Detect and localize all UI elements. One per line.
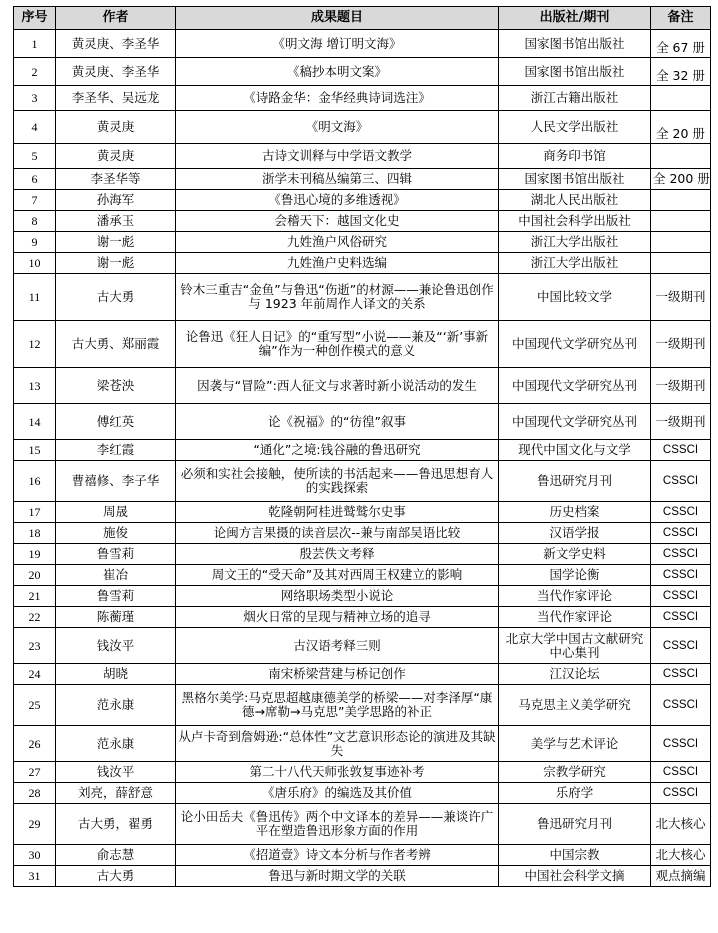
row-publisher: 国家图书馆出版社 <box>499 58 651 86</box>
row-note <box>651 253 711 274</box>
row-note: CSSCI <box>651 586 711 607</box>
row-author: 古大勇，翟勇 <box>56 804 176 845</box>
row-seq: 3 <box>14 86 56 111</box>
row-author: 古大勇 <box>56 866 176 887</box>
table-row <box>14 845 711 866</box>
row-title: 乾隆朝阿桂进鹫鹫尔史事 <box>176 502 499 523</box>
row-title: 论闽方言果摄的读音层次--兼与南部吴语比较 <box>176 523 499 544</box>
row-note: 一级期刊 <box>651 404 711 440</box>
row-seq: 26 <box>14 726 56 762</box>
table-row <box>14 111 711 144</box>
row-author: 潘承玉 <box>56 211 176 232</box>
row-publisher: 鲁迅研究月刊 <box>499 461 651 502</box>
row-seq: 1 <box>14 30 56 58</box>
row-author: 陈蘅瑾 <box>56 607 176 628</box>
row-publisher: 当代作家评论 <box>499 607 651 628</box>
table-row <box>14 726 711 762</box>
row-seq: 9 <box>14 232 56 253</box>
table-row <box>14 804 711 845</box>
row-author: 黄灵庚、李圣华 <box>56 58 176 86</box>
row-publisher: 历史档案 <box>499 502 651 523</box>
table-row <box>14 586 711 607</box>
row-seq: 8 <box>14 211 56 232</box>
row-publisher: 汉语学报 <box>499 523 651 544</box>
table-row <box>14 58 711 86</box>
row-author: 胡晓 <box>56 664 176 685</box>
row-seq: 10 <box>14 253 56 274</box>
row-title: 从卢卡奇到詹姆逊:“总体性”文艺意识形态论的演进及其缺失 <box>176 726 499 762</box>
row-author: 黄灵庚、李圣华 <box>56 30 176 58</box>
row-note <box>651 232 711 253</box>
row-publisher: 人民文学出版社 <box>499 111 651 144</box>
row-publisher: 浙江大学出版社 <box>499 232 651 253</box>
row-author: 范永康 <box>56 726 176 762</box>
row-seq: 2 <box>14 58 56 86</box>
row-publisher: 中国宗教 <box>499 845 651 866</box>
row-title: 鲁迅与新时期文学的关联 <box>176 866 499 887</box>
row-seq: 27 <box>14 762 56 783</box>
row-seq: 25 <box>14 685 56 726</box>
row-seq: 19 <box>14 544 56 565</box>
row-publisher: 中国现代文学研究丛刊 <box>499 321 651 368</box>
row-author: 傅红英 <box>56 404 176 440</box>
row-note: CSSCI <box>651 783 711 804</box>
row-title: 必须和实社会接触，使所读的书活起来——鲁迅思想育人的实践探索 <box>176 461 499 502</box>
row-author: 孙海军 <box>56 190 176 211</box>
table-row <box>14 190 711 211</box>
row-title: 南宋桥梁营建与桥记创作 <box>176 664 499 685</box>
row-publisher: 北京大学中国古文献研究中心集刊 <box>499 628 651 664</box>
row-seq: 24 <box>14 664 56 685</box>
row-seq: 11 <box>14 274 56 321</box>
table-row <box>14 502 711 523</box>
row-publisher: 国家图书馆出版社 <box>499 30 651 58</box>
header-seq: 序号 <box>14 7 56 30</box>
row-publisher: 中国现代文学研究丛刊 <box>499 404 651 440</box>
row-author: 鲁雪莉 <box>56 544 176 565</box>
row-title: 因袭与“冒险”:西人征文与求著时新小说活动的发生 <box>176 368 499 404</box>
row-publisher: 美学与艺术评论 <box>499 726 651 762</box>
row-author: 古大勇、郑丽霞 <box>56 321 176 368</box>
row-title: 《招道壹》诗文本分析与作者考辨 <box>176 845 499 866</box>
table-row <box>14 440 711 461</box>
table-row <box>14 86 711 111</box>
table-row <box>14 866 711 887</box>
header-publisher: 出版社/期刊 <box>499 7 651 30</box>
row-note: CSSCI <box>651 607 711 628</box>
row-author: 梁苍泱 <box>56 368 176 404</box>
row-seq: 23 <box>14 628 56 664</box>
row-seq: 21 <box>14 586 56 607</box>
row-title: 九姓渔户史料选编 <box>176 253 499 274</box>
table-row <box>14 628 711 664</box>
row-seq: 20 <box>14 565 56 586</box>
row-title: 古汉语考释三则 <box>176 628 499 664</box>
row-author: 谢一彪 <box>56 253 176 274</box>
row-title: 《诗路金华：金华经典诗词选注》 <box>176 86 499 111</box>
table-body <box>14 30 711 887</box>
row-author: 范永康 <box>56 685 176 726</box>
row-publisher: 新文学史料 <box>499 544 651 565</box>
table-row <box>14 274 711 321</box>
row-note: 全 32 册 <box>651 58 711 86</box>
row-title: 《明文海 增订明文海》 <box>176 30 499 58</box>
row-seq: 6 <box>14 169 56 190</box>
row-publisher: 浙江古籍出版社 <box>499 86 651 111</box>
row-publisher: 鲁迅研究月刊 <box>499 804 651 845</box>
row-author: 谢一彪 <box>56 232 176 253</box>
row-publisher: 商务印书馆 <box>499 144 651 169</box>
row-note: CSSCI <box>651 544 711 565</box>
row-note: CSSCI <box>651 664 711 685</box>
row-note: 一级期刊 <box>651 368 711 404</box>
table-row <box>14 523 711 544</box>
row-note: CSSCI <box>651 628 711 664</box>
row-author: 李红霞 <box>56 440 176 461</box>
row-author: 刘亮，薛舒意 <box>56 783 176 804</box>
row-title: 浙学未刊稿丛编第三、四辑 <box>176 169 499 190</box>
row-author: 钱汝平 <box>56 628 176 664</box>
row-note <box>651 211 711 232</box>
row-seq: 30 <box>14 845 56 866</box>
row-author: 崔冶 <box>56 565 176 586</box>
header-title: 成果题目 <box>176 7 499 30</box>
row-title: 论小田岳夫《鲁迅传》两个中文译本的差异——兼谈许广平在塑造鲁迅形象方面的作用 <box>176 804 499 845</box>
row-publisher: 中国现代文学研究丛刊 <box>499 368 651 404</box>
row-author: 黄灵庚 <box>56 111 176 144</box>
row-title: 九姓渔户风俗研究 <box>176 232 499 253</box>
row-seq: 12 <box>14 321 56 368</box>
row-publisher: 马克思主义美学研究 <box>499 685 651 726</box>
row-title: 黑格尔美学:马克思超越康德美学的桥梁——对李泽厚“康德→席勒→马克思”美学思路的补正 <box>176 685 499 726</box>
row-title: 周文王的“受天命”及其对西周王权建立的影响 <box>176 565 499 586</box>
row-publisher: 现代中国文化与文学 <box>499 440 651 461</box>
table-row <box>14 211 711 232</box>
table-row <box>14 404 711 440</box>
row-note: CSSCI <box>651 523 711 544</box>
table-row <box>14 30 711 58</box>
row-title: 《明文海》 <box>176 111 499 144</box>
row-title: 会稽天下：越国文化史 <box>176 211 499 232</box>
row-note: 观点摘编 <box>651 866 711 887</box>
table-row <box>14 321 711 368</box>
row-title: 铃木三重吉“金鱼”与鲁迅“伤逝”的材源——兼论鲁迅创作与 1923 年前周作人译文的关系 <box>176 274 499 321</box>
table-row <box>14 544 711 565</box>
table-header-row <box>14 7 711 30</box>
row-publisher: 江汉论坛 <box>499 664 651 685</box>
row-note: 全 20 册 <box>651 111 711 144</box>
row-note: 北大核心 <box>651 845 711 866</box>
row-title: 殷芸佚文考释 <box>176 544 499 565</box>
row-publisher: 浙江大学出版社 <box>499 253 651 274</box>
row-note: CSSCI <box>651 565 711 586</box>
row-author: 钱汝平 <box>56 762 176 783</box>
row-note: 一级期刊 <box>651 321 711 368</box>
row-note <box>651 86 711 111</box>
row-author: 黄灵庚 <box>56 144 176 169</box>
row-title: 《鲁迅心境的多维透视》 <box>176 190 499 211</box>
row-note: CSSCI <box>651 461 711 502</box>
header-note: 备注 <box>651 7 711 30</box>
table-row <box>14 685 711 726</box>
row-title: 网络职场类型小说论 <box>176 586 499 607</box>
row-note: CSSCI <box>651 726 711 762</box>
row-publisher: 当代作家评论 <box>499 586 651 607</box>
row-seq: 15 <box>14 440 56 461</box>
row-author: 周晟 <box>56 502 176 523</box>
row-title: “通化”之境:钱谷融的鲁迅研究 <box>176 440 499 461</box>
row-seq: 5 <box>14 144 56 169</box>
row-publisher: 中国社会科学出版社 <box>499 211 651 232</box>
row-seq: 31 <box>14 866 56 887</box>
row-author: 鲁雪莉 <box>56 586 176 607</box>
row-seq: 7 <box>14 190 56 211</box>
row-publisher: 中国比较文学 <box>499 274 651 321</box>
row-note: CSSCI <box>651 685 711 726</box>
table-row <box>14 565 711 586</box>
row-publisher: 国学论衡 <box>499 565 651 586</box>
row-note <box>651 144 711 169</box>
row-note: CSSCI <box>651 502 711 523</box>
row-title: 古诗文训释与中学语文教学 <box>176 144 499 169</box>
row-author: 李圣华、吴远龙 <box>56 86 176 111</box>
row-title: 《唐乐府》的编选及其价值 <box>176 783 499 804</box>
row-seq: 22 <box>14 607 56 628</box>
row-author: 施俊 <box>56 523 176 544</box>
row-note: 全 67 册 <box>651 30 711 58</box>
table-row <box>14 253 711 274</box>
row-seq: 29 <box>14 804 56 845</box>
table-row <box>14 783 711 804</box>
row-title: 论鲁迅《狂人日记》的“重写型”小说——兼及“‘新’事新编”作为一种创作模式的意义 <box>176 321 499 368</box>
row-author: 俞志慧 <box>56 845 176 866</box>
table-row <box>14 144 711 169</box>
row-seq: 14 <box>14 404 56 440</box>
table-row <box>14 461 711 502</box>
table-row <box>14 664 711 685</box>
row-note: CSSCI <box>651 762 711 783</box>
row-author: 古大勇 <box>56 274 176 321</box>
row-publisher: 国家图书馆出版社 <box>499 169 651 190</box>
table-row <box>14 232 711 253</box>
row-title: 第二十八代天师张敦复事迹补考 <box>176 762 499 783</box>
publications-table <box>13 6 711 887</box>
row-publisher: 湖北人民出版社 <box>499 190 651 211</box>
row-seq: 28 <box>14 783 56 804</box>
row-seq: 17 <box>14 502 56 523</box>
row-note <box>651 190 711 211</box>
row-title: 《稿抄本明文案》 <box>176 58 499 86</box>
row-seq: 13 <box>14 368 56 404</box>
row-publisher: 中国社会科学文摘 <box>499 866 651 887</box>
row-seq: 18 <box>14 523 56 544</box>
table-row <box>14 169 711 190</box>
row-seq: 16 <box>14 461 56 502</box>
table-row <box>14 368 711 404</box>
row-seq: 4 <box>14 111 56 144</box>
table-row <box>14 607 711 628</box>
header-author: 作者 <box>56 7 176 30</box>
row-title: 烟火日常的呈现与精神立场的追寻 <box>176 607 499 628</box>
row-note: CSSCI <box>651 440 711 461</box>
row-title: 论《祝福》的“彷徨”叙事 <box>176 404 499 440</box>
row-publisher: 乐府学 <box>499 783 651 804</box>
row-note: 一级期刊 <box>651 274 711 321</box>
row-author: 李圣华等 <box>56 169 176 190</box>
row-note: 全 200 册 <box>651 169 711 190</box>
table-row <box>14 762 711 783</box>
row-author: 曹禧修、李子华 <box>56 461 176 502</box>
row-note: 北大核心 <box>651 804 711 845</box>
row-publisher: 宗教学研究 <box>499 762 651 783</box>
